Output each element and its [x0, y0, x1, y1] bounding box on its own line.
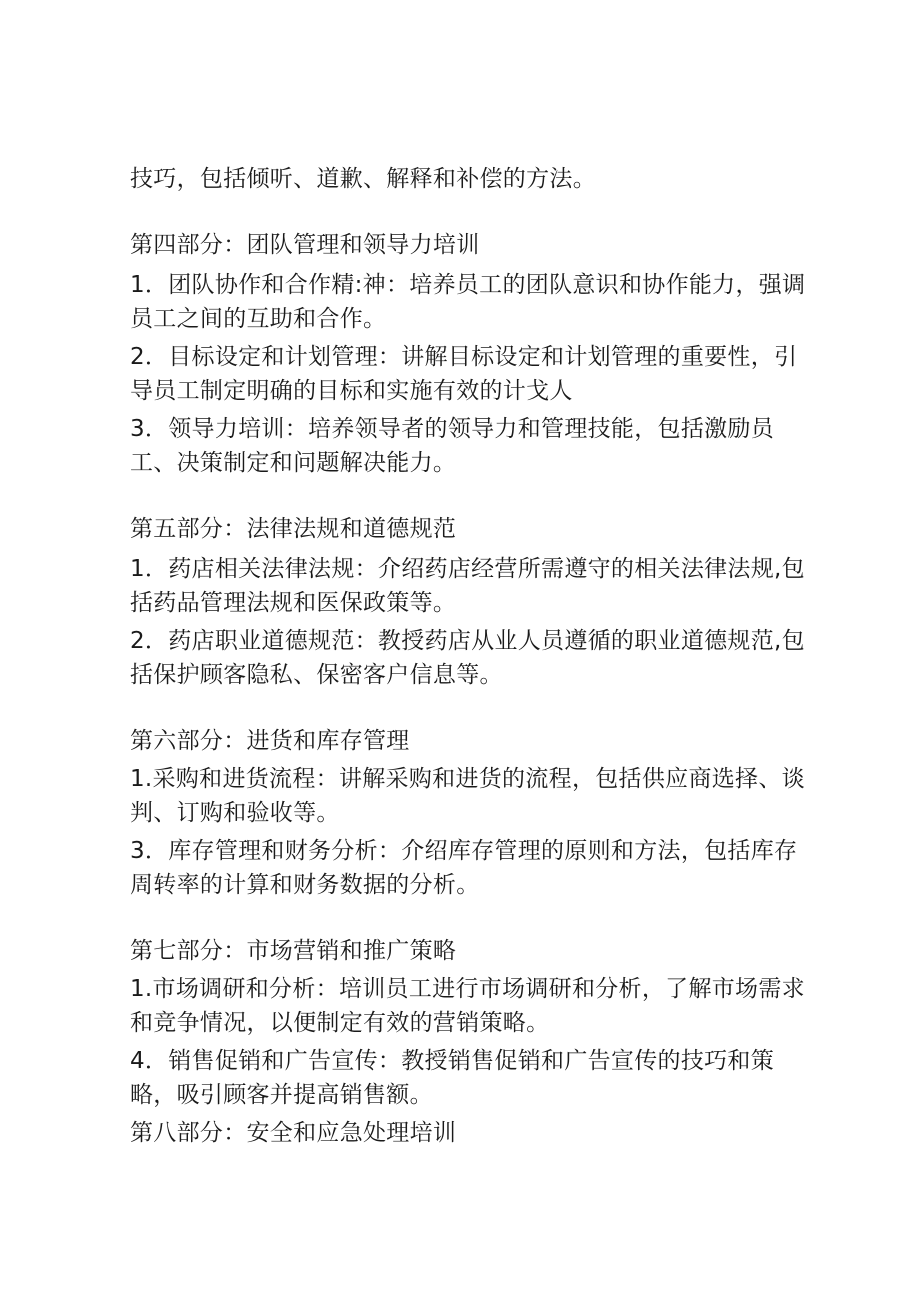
text-line: 判、订购和验收等。	[130, 800, 340, 826]
text-line: 和竞争情况，以便制定有效的营销策略。	[130, 1010, 550, 1036]
text-line: 周转率的计算和财务数据的分析。	[130, 872, 480, 898]
text-line: 2．药店职业道德规范：教授药店从业人员遵循的职业道德规范,包	[130, 628, 805, 654]
text-line: 1.采购和进货流程：讲解采购和进货的流程，包括供应商选择、谈	[130, 766, 805, 792]
text-line: 4．销售促销和广告宣传：教授销售促销和广告宣传的技巧和策	[130, 1048, 775, 1074]
text-line: 2．目标设定和计划管理：讲解目标设定和计划管理的重要性，引	[130, 344, 798, 370]
text-line: 略，吸引顾客并提高销售额。	[130, 1082, 433, 1108]
section-heading: 第四部分：团队管理和领导力培训	[130, 232, 480, 258]
text-line: 员工之间的互助和合作。	[130, 306, 387, 332]
text-line: 括保护顾客隐私、保密客户信息等。	[130, 662, 503, 688]
text-line: 括药品管理法规和医保政策等。	[130, 590, 457, 616]
section-heading: 第七部分：市场营销和推广策略	[130, 938, 457, 964]
text-line: 3．领导力培训：培养领导者的领导力和管理技能，包括激励员	[130, 416, 775, 442]
section-heading: 第六部分：进货和库存管理	[130, 728, 410, 754]
section-heading: 第八部分：安全和应急处理培训	[130, 1120, 457, 1146]
text-line: 1．药店相关法律法规：介绍药店经营所需遵守的相关法律法规,包	[130, 556, 805, 582]
text-line: 1.市场调研和分析：培训员工进行市场调研和分析，了解市场需求	[130, 976, 805, 1002]
text-line: 导员工制定明确的目标和实施有效的计戈人	[130, 378, 573, 404]
text-line: 3．库存管理和财务分析：介绍库存管理的原则和方法，包括库存	[130, 838, 798, 864]
section-heading: 第五部分：法律法规和道德规范	[130, 516, 457, 542]
text-line: 1．团队协作和合作精:神：培养员工的团队意识和协作能力，强调	[130, 272, 806, 298]
text-line: 工、决策制定和问题解决能力。	[130, 450, 457, 476]
text-line: 技巧，包括倾听、道歉、解释和补偿的方法。	[130, 166, 596, 192]
